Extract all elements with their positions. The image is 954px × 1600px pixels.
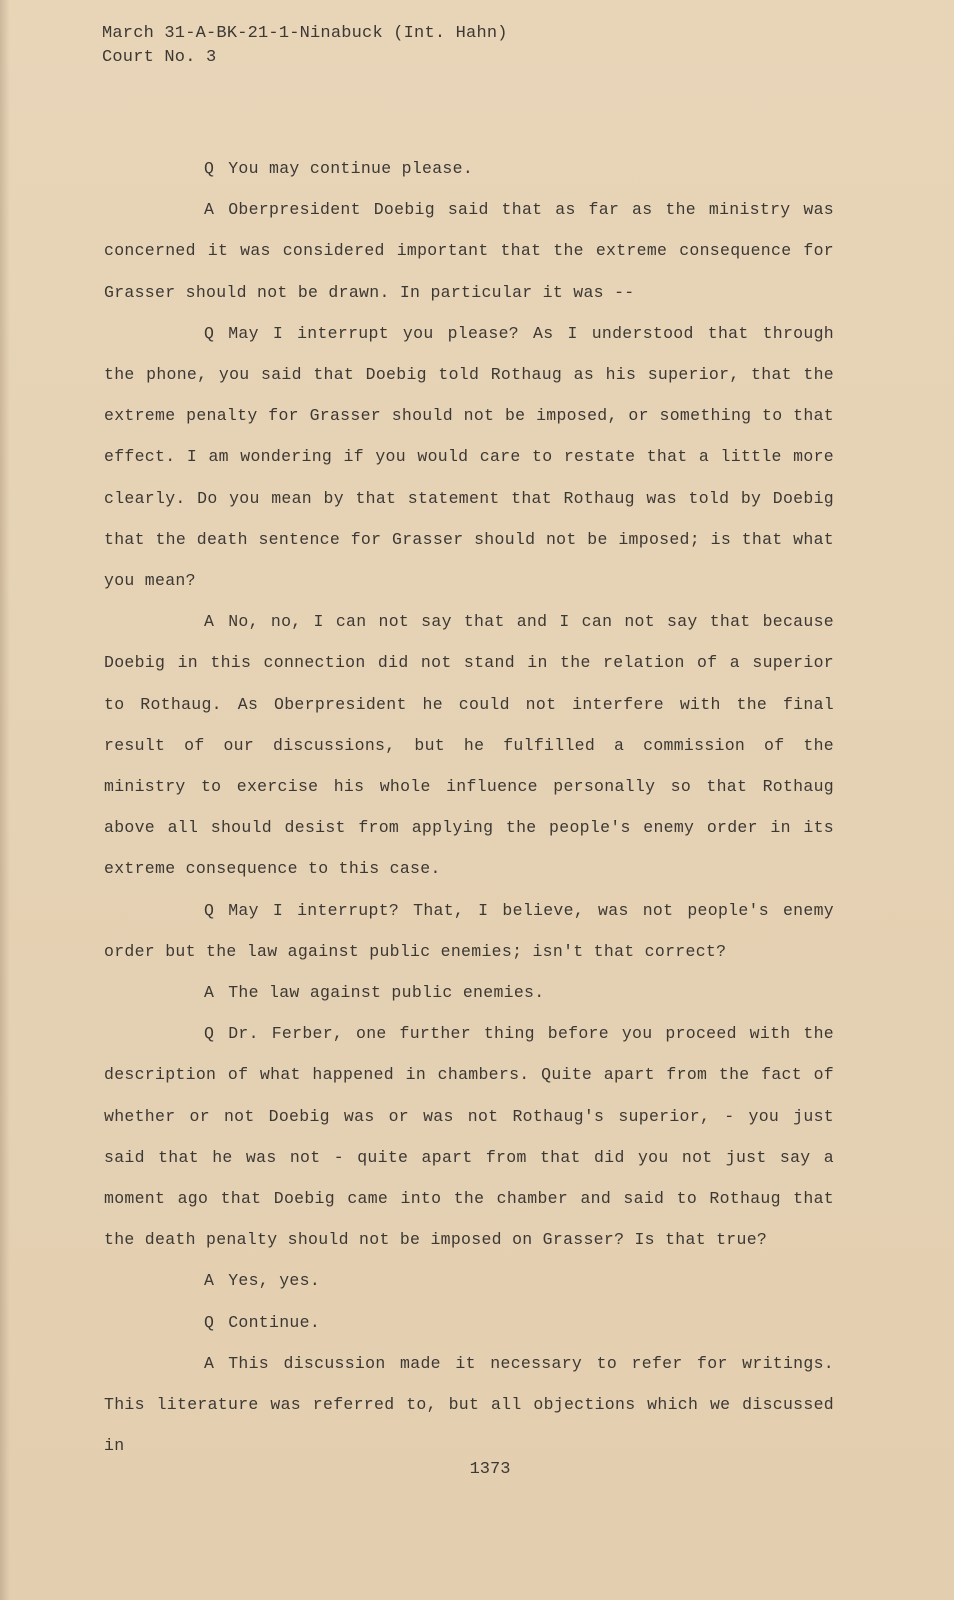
speaker-label: A [204, 983, 215, 1003]
speaker-label: A [204, 1271, 215, 1291]
speaker-label: Q [204, 159, 215, 178]
transcript-paragraph [104, 972, 834, 1013]
transcript-paragraph [104, 148, 834, 189]
header-case-line: March 31-A-BK-21-1-Ninabuck (Int. Hahn) [102, 24, 508, 43]
paragraph-text: Dr. Ferber, one further thing before you proceed with the description of what happened in chambers. Quite apart from the fact of whether or not Doebig was or was not Rothaug's superior, - you just said that he was not - quite apart from that did you not just say a moment ago that Doebig came into the chamber and said to Rothaug that the death penalty should not be imposed on Grasser? Is that true? [104, 1024, 834, 1250]
paragraph-text: Continue. [228, 1312, 321, 1332]
speaker-label: Q [204, 900, 215, 920]
page-number: 1373 [469, 1460, 511, 1479]
paragraph-text: May I interrupt you please? As I understood that through the phone, you said that Doebig told Rothaug as his superior, that the extreme penalty for Grasser should not be imposed, or something to that effect. I am wondering if you would care to restate that a little more clearly. Do you mean by that statement that Rothaug was told by Doebig that the death sentence for Grasser should not be imposed; is that what you mean? [104, 323, 834, 591]
transcript-paragraph [104, 1343, 834, 1467]
speaker-label: A [204, 1353, 215, 1373]
speaker-label: Q [204, 1312, 215, 1332]
paragraph-text: May I interrupt? That, I believe, was not people's enemy order but the law against public enemies; isn't that correct? [104, 900, 834, 961]
transcript-paragraph [104, 890, 834, 972]
transcript-paragraph [104, 1302, 834, 1343]
speaker-label: A [204, 200, 215, 220]
speaker-label: Q [204, 1024, 215, 1044]
document-header [102, 22, 508, 70]
paragraph-text: Yes, yes. [228, 1271, 321, 1291]
transcript-paragraph [104, 1013, 834, 1260]
transcript-body [104, 148, 834, 1467]
speaker-label: Q [204, 323, 215, 343]
page-edge-shadow [0, 0, 10, 1600]
speaker-label: A [204, 612, 215, 632]
transcript-paragraph [104, 189, 834, 313]
paragraph-text: No, no, I can not say that and I can not say that because Doebig in this connection did not stand in the relation of a superior to Rothaug. As Oberpresident he could not interfere with the final result of our discussions, but he fulfilled a commission of the ministry to exercise his whole influence personally so that Rothaug above all should desist from applying the people's enemy order in its extreme consequence to this case. [104, 612, 834, 879]
paragraph-text: The law against public enemies. [228, 983, 545, 1003]
header-court-line: Court No. 3 [102, 48, 217, 67]
transcript-paragraph [104, 1260, 834, 1301]
paragraph-text: Oberpresident Doebig said that as far as the ministry was concerned it was considered important that the extreme consequence for Grasser should not be drawn. In particular it was -- [104, 200, 834, 302]
transcript-paragraph [104, 313, 834, 601]
paragraph-text: You may continue please. [228, 159, 474, 178]
paragraph-text: This discussion made it necessary to refer for writings. This literature was referred to, but all objections which we discussed in [104, 1353, 834, 1456]
transcript-paragraph [104, 601, 834, 889]
